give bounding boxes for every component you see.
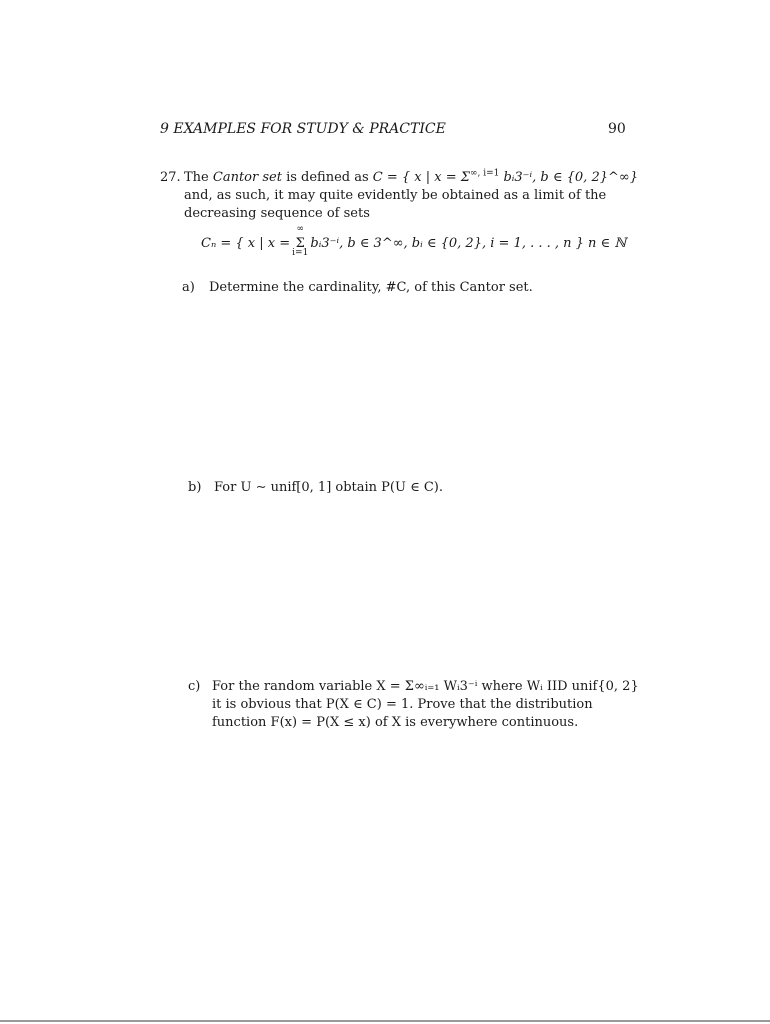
chapter-heading: 9 EXAMPLES FOR STUDY & PRACTICE bbox=[160, 121, 446, 137]
cn-equation bbox=[201, 224, 627, 258]
cantor-definition-tail: bᵢ3⁻ⁱ, b ∈ {0, 2}^∞} bbox=[499, 170, 638, 185]
part-c-line-3: function F(x) = P(X ≤ x) of X is everywhere continuous. bbox=[212, 715, 579, 730]
page-number: 90 bbox=[608, 121, 626, 137]
problem-line-3: decreasing sequence of sets bbox=[184, 206, 370, 221]
part-b-text: For U ∼ unif[0, 1] obtain P(U ∈ C). bbox=[214, 480, 443, 495]
cantor-definition: C = { x | x = Σ bbox=[372, 170, 470, 185]
part-c-line-2: it is obvious that P(X ∈ C) = 1. Prove that the distribution bbox=[212, 697, 593, 712]
part-c-label: c) bbox=[188, 679, 201, 694]
part-c-line-1: For the random variable X = Σ∞ᵢ₌₁ Wᵢ3⁻ⁱ where Wᵢ IID unif{0, 2} bbox=[212, 679, 639, 694]
cantor-set-term: Cantor set bbox=[212, 170, 282, 185]
problem-line-2: and, as such, it may quite evidently be obtained as a limit of the bbox=[184, 188, 607, 203]
part-b-label: b) bbox=[188, 480, 202, 495]
sum-upper-limit: ∞ bbox=[296, 224, 304, 234]
intro-mid: is defined as bbox=[281, 170, 373, 185]
part-a-label: a) bbox=[182, 280, 195, 295]
sum-lower-limit: i=1 bbox=[292, 248, 309, 258]
page-bottom-edge bbox=[0, 1020, 770, 1022]
part-a-text: Determine the cardinality, #C, of this Cantor set. bbox=[209, 280, 533, 295]
intro-prefix: The bbox=[184, 170, 213, 185]
def-sum-limits: ∞, i=1 bbox=[469, 168, 500, 179]
sigma-symbol: ∞ Σ i=1 bbox=[292, 224, 309, 258]
problem-intro-line bbox=[184, 170, 638, 185]
cn-lhs: Cₙ = { x | x = bbox=[201, 236, 295, 251]
problem-number: 27. bbox=[160, 170, 181, 185]
cn-rhs: bᵢ3⁻ⁱ, b ∈ 3^∞, bᵢ ∈ {0, 2}, i = 1, . . . , n } n ∈ ℕ bbox=[306, 236, 627, 251]
